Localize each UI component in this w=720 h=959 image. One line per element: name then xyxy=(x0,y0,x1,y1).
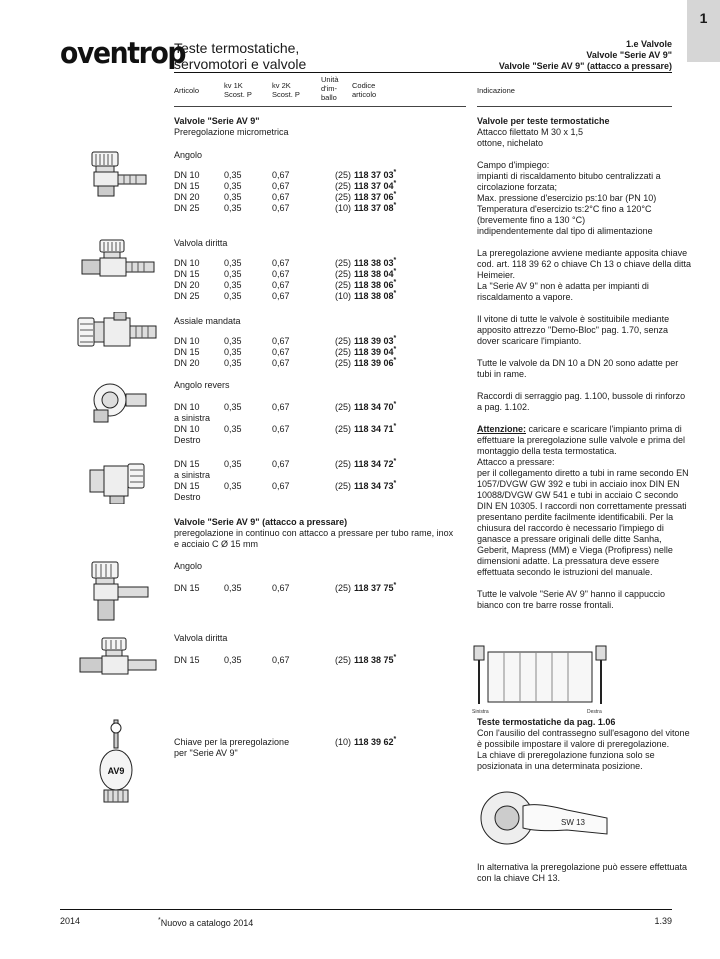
right-p7-label: Attenzione: xyxy=(477,424,526,434)
new-star: * xyxy=(393,279,397,286)
col-unita-l2: d'im- xyxy=(321,84,338,93)
row-1-1-kv1: 0,35 xyxy=(224,269,242,279)
key-desc-1: Chiave per la preregolazione xyxy=(174,737,290,747)
right-p3: La preregolazione avviene mediante apposita chiave cod. art. 118 39 62 o chiave Ch 13 o chiave della ditta Heimeier. La "Serie AV 9" non è adatta per impianti di riscaldamento a vapore. xyxy=(477,248,691,302)
row-1-0-size: DN 10 xyxy=(174,258,200,268)
row-1-3-size: DN 25 xyxy=(174,291,200,301)
right-p1-line1: Attacco filettato M 30 x 1,5 xyxy=(477,127,584,137)
group-title-2: Assiale mandata xyxy=(174,316,241,326)
row-2-1-kv2: 0,67 xyxy=(272,347,290,357)
row-0-1-size: DN 15 xyxy=(174,181,200,191)
key-label: AV9 xyxy=(107,766,125,776)
right-p2: Campo d'impiego: impianti di riscaldamento bitubo centralizzati a circolazione forzata; Max. pressione d'esercizio ps:10 bar (PN 10) Temperatura d'esercizio ts:2°C fino a 120°C (brevemente fino a 130 °C) indipendentemente dal tipo di alimentazione xyxy=(477,160,661,236)
row-0-2-kv2: 0,67 xyxy=(272,192,290,202)
row-0-3-kv2: 0,67 xyxy=(272,203,290,213)
new-star: * xyxy=(393,290,397,297)
row-1-3-pack: (10) xyxy=(334,291,351,301)
article-code: 118 38 04 xyxy=(354,269,394,279)
revers-side-2: a sinistra xyxy=(174,470,211,480)
new-star: * xyxy=(393,191,397,198)
revers-row-1-code xyxy=(354,424,396,435)
article-code: 118 38 03 xyxy=(354,258,394,268)
press-straight-valve-illustration xyxy=(78,636,160,682)
indicazione-text xyxy=(477,116,692,622)
article-code: 118 39 04 xyxy=(354,347,394,357)
section-heading xyxy=(499,39,672,72)
row-2-1-size: DN 15 xyxy=(174,347,200,357)
col-kv2k-l1: kv 2K xyxy=(272,81,291,90)
row-2-1-pack: (25) xyxy=(334,347,351,357)
right-p5: Tutte le valvole da DN 10 a DN 20 sono adatte per tubi in rame. xyxy=(477,358,679,379)
right-p9: Con l'ausilio del contrassegno sull'esagono del vitone è possibile impostare il valore di preregolazione. La chiave di preregolazione funziona solo se posizionata in una determinata posizione. xyxy=(477,728,690,771)
new-star: * xyxy=(393,458,397,465)
new-star: * xyxy=(393,335,397,342)
col-unita-l1: Unità xyxy=(321,75,339,84)
footer-note xyxy=(158,918,253,929)
presetting-key-illustration xyxy=(96,718,136,806)
group-title-0: Angolo xyxy=(174,150,203,160)
footer-note-text: Nuovo a catalogo 2014 xyxy=(160,918,254,928)
new-star: * xyxy=(393,582,397,589)
row-1-0-kv1: 0,35 xyxy=(224,258,242,268)
revers-row-2-pack: (25) xyxy=(334,459,351,469)
revers-row-3-kv1: 0,35 xyxy=(224,481,242,491)
table-rule-left xyxy=(174,106,466,107)
article-code: 118 38 06 xyxy=(354,280,394,290)
article-code: 118 38 75 xyxy=(354,655,394,665)
col-articolo: Articolo xyxy=(174,86,200,95)
row-1-1-kv2: 0,67 xyxy=(272,269,290,279)
right-p1-line2: ottone, nichelato xyxy=(477,138,544,148)
footer-note-star: * xyxy=(158,917,161,924)
row-0-0-code xyxy=(354,170,396,181)
title-line-2: servomotori e valvole xyxy=(174,56,307,72)
press-row-0-pack: (25) xyxy=(334,583,351,593)
col-codice-l2: articolo xyxy=(352,90,377,99)
article-code: 118 34 71 xyxy=(354,424,394,434)
hexagon-wrench-illustration xyxy=(477,784,617,850)
article-code: 118 37 08 xyxy=(354,203,394,213)
row-1-2-kv2: 0,67 xyxy=(272,280,290,290)
revers-row-1-kv2: 0,67 xyxy=(272,424,290,434)
row-2-0-kv1: 0,35 xyxy=(224,336,242,346)
revers-row-3-code xyxy=(354,481,396,492)
right-p7: caricare e scaricare l'impianto prima di effettuare la preregolazione sulle valvole e prima del montaggio della testa termostatica. Attacco a pressare: per il collegamento diretto a tubi in rame secondo EN 1057/DVGW GW 392 e tubi in acciaio inox DIN EN 10088/DVGW GW 541 e tubi in acciaio C secondo DIN EN 10305. I raccordi non correttamente pressati presentano perdite facilmente identificabili. Per la chiusura del raccordo è necessario l'impiego di ganasce a pressare originali delle ditte Sanha, Geberit, Mapress (MM) e Viega (Profipress) nelle dimensioni adatte. La pressatura deve essere effettuata secondo le istruzioni del manuale. xyxy=(477,424,689,577)
row-2-1-code xyxy=(354,347,396,358)
series-title: Valvole "Serie AV 9" xyxy=(174,116,260,126)
press-row-0-code xyxy=(354,583,396,594)
row-0-0-size: DN 10 xyxy=(174,170,200,180)
new-star: * xyxy=(393,654,397,661)
revers-row-0-kv1: 0,35 xyxy=(224,402,242,412)
press-row-1-pack: (25) xyxy=(334,655,351,665)
row-0-0-kv1: 0,35 xyxy=(224,170,242,180)
revers-row-1-pack: (25) xyxy=(334,424,351,434)
press-angle-valve-illustration xyxy=(84,560,154,622)
col-unita-l3: ballo xyxy=(321,93,337,102)
straight-valve-illustration xyxy=(80,238,160,284)
press-row-0-size: DN 15 xyxy=(174,583,200,593)
article-code: 118 34 72 xyxy=(354,459,394,469)
row-2-2-pack: (25) xyxy=(334,358,351,368)
revers-row-0-size: DN 10 xyxy=(174,402,200,412)
row-1-0-pack: (25) xyxy=(334,258,351,268)
document-title xyxy=(174,40,434,72)
right-p8: Tutte le valvole "Serie AV 9" hanno il cappuccio bianco con tre barre rosse frontali. xyxy=(477,589,665,610)
row-0-2-kv1: 0,35 xyxy=(224,192,242,202)
row-2-2-kv1: 0,35 xyxy=(224,358,242,368)
revers-row-2-code xyxy=(354,459,396,470)
col-codice-l1: Codice xyxy=(352,81,376,90)
revers-row-1-size: DN 10 xyxy=(174,424,200,434)
new-star: * xyxy=(393,480,397,487)
col-codice xyxy=(352,81,376,99)
revers-row-3-size: DN 15 xyxy=(174,481,200,491)
revers-row-0-pack: (25) xyxy=(334,402,351,412)
row-0-1-code xyxy=(354,181,396,192)
row-2-0-kv2: 0,67 xyxy=(272,336,290,346)
row-2-2-code xyxy=(354,358,396,369)
revers-row-2-kv2: 0,67 xyxy=(272,459,290,469)
new-star: * xyxy=(393,346,397,353)
row-0-3-code xyxy=(354,203,396,214)
row-1-2-code xyxy=(354,280,396,291)
key-code xyxy=(354,737,396,748)
revers-row-3-kv2: 0,67 xyxy=(272,481,290,491)
section-line-3: Valvole "Serie AV 9" (attacco a pressare) xyxy=(498,61,672,71)
new-star: * xyxy=(393,357,397,364)
row-0-1-kv2: 0,67 xyxy=(272,181,290,191)
press-group-title-0: Angolo xyxy=(174,561,203,571)
col-kv1k-l2: Scost. P xyxy=(224,90,252,99)
title-line-1: Teste termostatiche, xyxy=(174,40,300,56)
revers-side-0: a sinistra xyxy=(174,413,211,423)
article-code: 118 34 73 xyxy=(354,481,394,491)
press-row-0-kv2: 0,67 xyxy=(272,583,290,593)
new-star: * xyxy=(393,423,397,430)
article-code: 118 39 03 xyxy=(354,336,394,346)
article-code: 118 37 03 xyxy=(354,170,394,180)
row-1-0-code xyxy=(354,258,396,269)
new-star: * xyxy=(393,169,397,176)
revers-row-2-size: DN 15 xyxy=(174,459,200,469)
right-p10: In alternativa la preregolazione può essere effettuata con la chiave CH 13. xyxy=(477,862,687,883)
new-star: * xyxy=(393,401,397,408)
row-0-3-size: DN 25 xyxy=(174,203,200,213)
col-kv1k xyxy=(224,81,252,99)
row-1-1-pack: (25) xyxy=(334,269,351,279)
revers-row-1-kv1: 0,35 xyxy=(224,424,242,434)
revers-row-3-pack: (25) xyxy=(334,481,351,491)
row-1-3-kv2: 0,67 xyxy=(272,291,290,301)
press-series-desc-1: preregolazione in continuo con attacco a pressare per tubo rame, inox xyxy=(174,528,454,538)
axial-valve-illustration xyxy=(76,312,162,352)
table-rule-right xyxy=(477,106,672,107)
revers-side-3: Destro xyxy=(174,492,201,502)
press-row-1-kv1: 0,35 xyxy=(224,655,242,665)
article-code: 118 37 75 xyxy=(354,583,394,593)
right-p9-title: Teste termostatiche da pag. 1.06 xyxy=(477,717,616,727)
col-indicazione: Indicazione xyxy=(477,86,515,95)
revers-row-0-code xyxy=(354,402,396,413)
press-series-title: Valvole "Serie AV 9" (attacco a pressare) xyxy=(174,517,348,527)
chapter-tab-number: 1 xyxy=(699,10,708,26)
row-0-2-code xyxy=(354,192,396,203)
row-1-2-size: DN 20 xyxy=(174,280,200,290)
revers-title: Angolo revers xyxy=(174,380,230,390)
section-line-2: Valvole "Serie AV 9" xyxy=(586,50,672,60)
row-0-0-pack: (25) xyxy=(334,170,351,180)
row-0-3-pack: (10) xyxy=(334,203,351,213)
radiator-right-label: Destra xyxy=(587,709,602,714)
article-code: 118 34 70 xyxy=(354,402,394,412)
radiator-left-label: Sinistra xyxy=(472,709,489,714)
footer-page-number: 1.39 xyxy=(654,916,672,926)
row-1-2-kv1: 0,35 xyxy=(224,280,242,290)
radiator-diagram xyxy=(470,642,610,714)
row-0-0-kv2: 0,67 xyxy=(272,170,290,180)
oventrop-logo: oventrop xyxy=(60,36,186,70)
row-2-0-size: DN 10 xyxy=(174,336,200,346)
wrench-label: SW 13 xyxy=(561,818,586,827)
col-kv1k-l1: kv 1K xyxy=(224,81,243,90)
press-row-1-kv2: 0,67 xyxy=(272,655,290,665)
key-code-star: * xyxy=(393,736,397,743)
new-star: * xyxy=(393,202,397,209)
series-subtitle: Preregolazione micrometrica xyxy=(174,127,289,137)
row-0-1-pack: (25) xyxy=(334,181,351,191)
article-code: 118 39 06 xyxy=(354,358,394,368)
press-group-title-1: Valvola diritta xyxy=(174,633,228,643)
chapter-tab[interactable] xyxy=(687,0,720,62)
key-desc-2: per "Serie AV 9" xyxy=(174,748,238,758)
row-1-3-code xyxy=(354,291,396,302)
col-kv2k xyxy=(272,81,300,99)
row-0-2-size: DN 20 xyxy=(174,192,200,202)
row-2-0-code xyxy=(354,336,396,347)
right-p4: Il vitone di tutte le valvole è sostituibile mediante apposito attrezzo "Demo-Bloc" pag. 1.70, senza dover scaricare l'impianto. xyxy=(477,314,670,346)
new-star: * xyxy=(393,180,397,187)
header-rule xyxy=(174,72,672,73)
row-0-1-kv1: 0,35 xyxy=(224,181,242,191)
angle-valve-illustration xyxy=(84,150,154,200)
row-1-2-pack: (25) xyxy=(334,280,351,290)
row-0-2-pack: (25) xyxy=(334,192,351,202)
reverse-angle-valve-pair-illustration xyxy=(88,460,158,504)
article-code: 118 37 06 xyxy=(354,192,394,202)
revers-row-0-kv2: 0,67 xyxy=(272,402,290,412)
row-2-1-kv1: 0,35 xyxy=(224,347,242,357)
key-code-text: 118 39 62 xyxy=(354,737,394,747)
row-2-2-kv2: 0,67 xyxy=(272,358,290,368)
footer-rule xyxy=(60,909,672,910)
row-1-1-code xyxy=(354,269,396,280)
row-1-3-kv1: 0,35 xyxy=(224,291,242,301)
new-star: * xyxy=(393,268,397,275)
col-unita xyxy=(321,75,339,102)
article-code: 118 38 08 xyxy=(354,291,394,301)
press-row-1-code xyxy=(354,655,396,666)
thermostatic-heads-note xyxy=(477,717,692,772)
row-2-2-size: DN 20 xyxy=(174,358,200,368)
group-title-1: Valvola diritta xyxy=(174,238,228,248)
row-0-3-kv1: 0,35 xyxy=(224,203,242,213)
section-line-1: 1.e Valvole xyxy=(625,39,672,49)
key-pack: (10) xyxy=(334,737,351,747)
footer-year: 2014 xyxy=(60,916,81,926)
new-star: * xyxy=(393,257,397,264)
right-p1-title: Valvole per teste termostatiche xyxy=(477,116,610,126)
row-2-0-pack: (25) xyxy=(334,336,351,346)
row-1-0-kv2: 0,67 xyxy=(272,258,290,268)
revers-side-1: Destro xyxy=(174,435,201,445)
revers-row-2-kv1: 0,35 xyxy=(224,459,242,469)
press-series-desc-2: e acciaio C Ø 15 mm xyxy=(174,539,259,549)
right-p6: Raccordi di serraggio pag. 1.100, bussole di rinforzo a pag. 1.102. xyxy=(477,391,686,412)
row-1-1-size: DN 15 xyxy=(174,269,200,279)
article-code: 118 37 04 xyxy=(354,181,394,191)
col-kv2k-l2: Scost. P xyxy=(272,90,300,99)
press-row-0-kv1: 0,35 xyxy=(224,583,242,593)
reverse-angle-valve-illustration xyxy=(88,380,150,424)
press-row-1-size: DN 15 xyxy=(174,655,200,665)
